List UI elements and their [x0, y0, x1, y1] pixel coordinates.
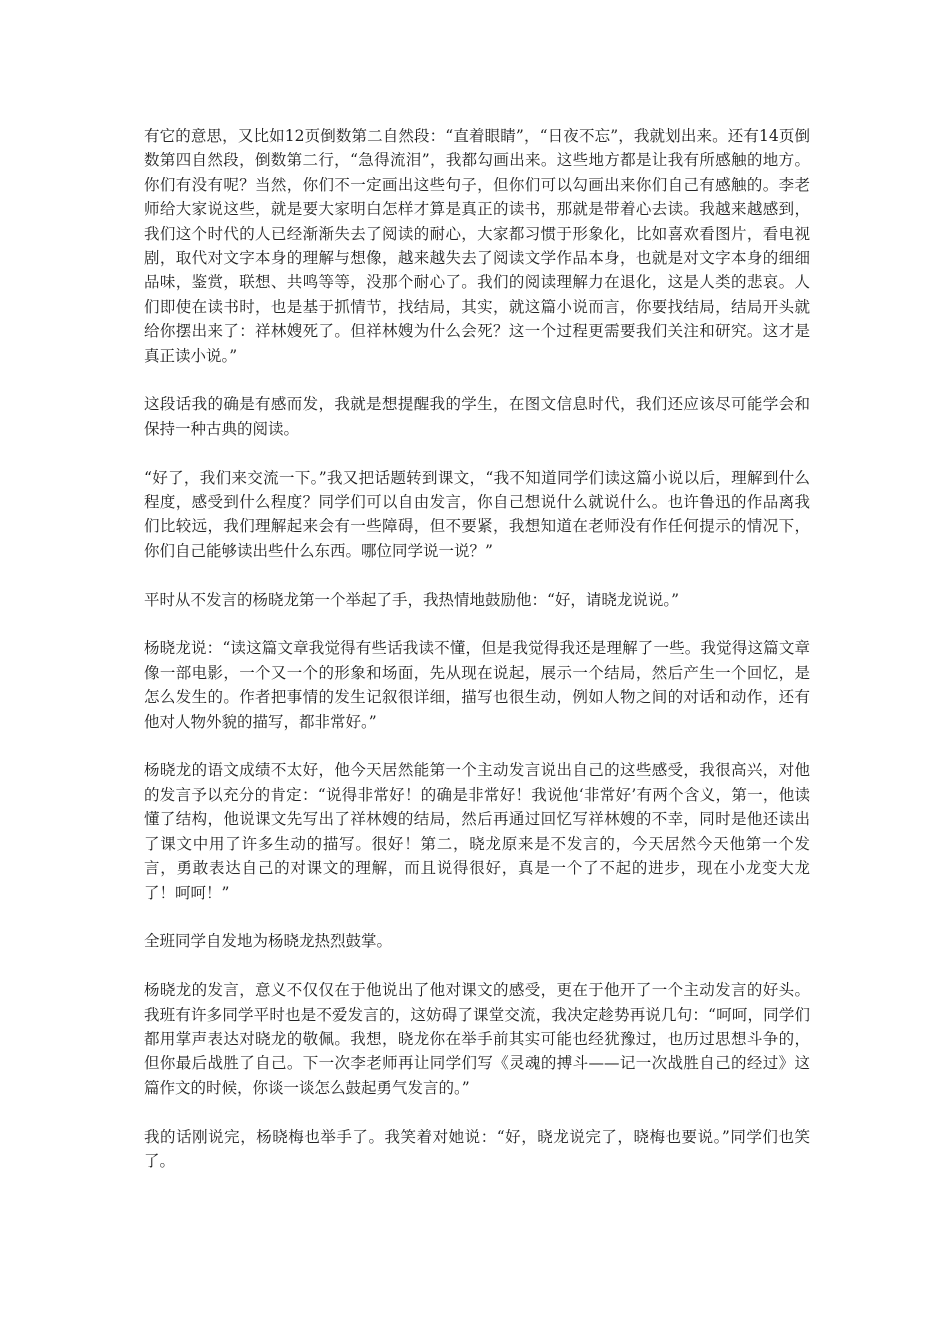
paragraph-7: 全班同学自发地为杨晓龙热烈鼓掌。 — [144, 932, 393, 951]
paragraph-6: 杨晓龙的语文成绩不太好，他今天居然能第一个主动发言说出自己的这些感受，我很高兴，对他的发言予以充分的肯定：“说得非常好！的确是非常好！我说他‘非常好’有两个含义，第一，他读懂了结构，他说课文先写出了祥林嫂的结局，然后再通过回忆写祥林嫂的不幸，同时是他还读出了课文中用了许多生动的描写。很好！第二，晓龙原来是不发言的，今天居然今天他第一个发言，勇敢表达自己的对课文的理解，而且说得很好，真是一个了不起的进步，现在小龙变大龙了！呵呵！” — [144, 761, 810, 902]
paragraph-4: 平时从不发言的杨晓龙第一个举起了手，我热情地鼓励他：“好，请晓龙说说。” — [144, 590, 680, 609]
paragraph-2: 这段话我的确是有感而发，我就是想提醒我的学生，在图文信息时代，我们还应该尽可能学会和保持一种古典的阅读。 — [144, 395, 810, 438]
paragraph-8: 杨晓龙的发言，意义不仅仅在于他说出了他对课文的感受，更在于他开了一个主动发言的好头。我班有许多同学平时也是不爱发言的，这妨碍了课堂交流，我决定趁势再说几句：“呵呵，同学们都用掌声表达对晓龙的敬佩。我想，晓龙你在举手前其实可能也经犹豫过，也历过思想斗争的，但你最后战胜了自己。下一次李老师再让同学们写《灵魂的搏斗——记一次战胜自己的经过》这篇作文的时候，你谈一谈怎么鼓起勇气发言的。” — [144, 981, 810, 1097]
paragraph-5: 杨晓龙说：“读这篇文章我觉得有些话我读不懂，但是我觉得我还是理解了一些。我觉得这篇文章像一部电影，一个又一个的形象和场面，先从现在说起，展示一个结局，然后产生一个回忆，是怎么发生的。作者把事情的发生记叙很详细，描写也很生动，例如人物之间的对话和动作，还有他对人物外貌的描写，都非常好。” — [144, 639, 810, 731]
document-body — [144, 124, 810, 1198]
paragraph-1: 有它的意思，又比如12页倒数第二自然段：“直着眼睛”，“日夜不忘”，我就划出来。还有14页倒数第四自然段，倒数第二行，“急得流泪”，我都勾画出来。这些地方都是让我有所感触的地方。你们有没有呢？当然，你们不一定画出这些句子，但你们可以勾画出来你们自己有感触的。李老师给大家说这些，就是要大家明白怎样才算是真正的读书，那就是带着心去读。我越来越感到，我们这个时代的人已经渐渐失去了阅读的耐心，大家都习惯于形象化，比如喜欢看图片，看电视剧，取代对文字本身的理解与想像，越来越失去了阅读文学作品本身，也就是对文字本身的细细品味，鉴赏，联想、共鸣等等，没那个耐心了。我们的阅读理解力在退化，这是人类的悲哀。人们即使在读书时，也是基于抓情节，找结局，其实，就这篇小说而言，你要找结局，结局开头就给你摆出来了：祥林嫂死了。但祥林嫂为什么会死？这一个过程更需要我们关注和研究。这才是真正读小说。” — [144, 127, 810, 365]
paragraph-9: 我的话刚说完，杨晓梅也举手了。我笑着对她说：“好，晓龙说完了，晓梅也要说。”同学们也笑了。 — [144, 1127, 810, 1170]
paragraph-3: “好了，我们来交流一下。”我又把话题转到课文，“我不知道同学们读这篇小说以后，理解到什么程度，感受到什么程度？同学们可以自由发言，你自己想说什么就说什么。也许鲁迅的作品离我们比较远，我们理解起来会有一些障碍，但不要紧，我想知道在老师没有作任何提示的情况下，你们自己能够读出些什么东西。哪位同学说一说？” — [144, 468, 810, 560]
